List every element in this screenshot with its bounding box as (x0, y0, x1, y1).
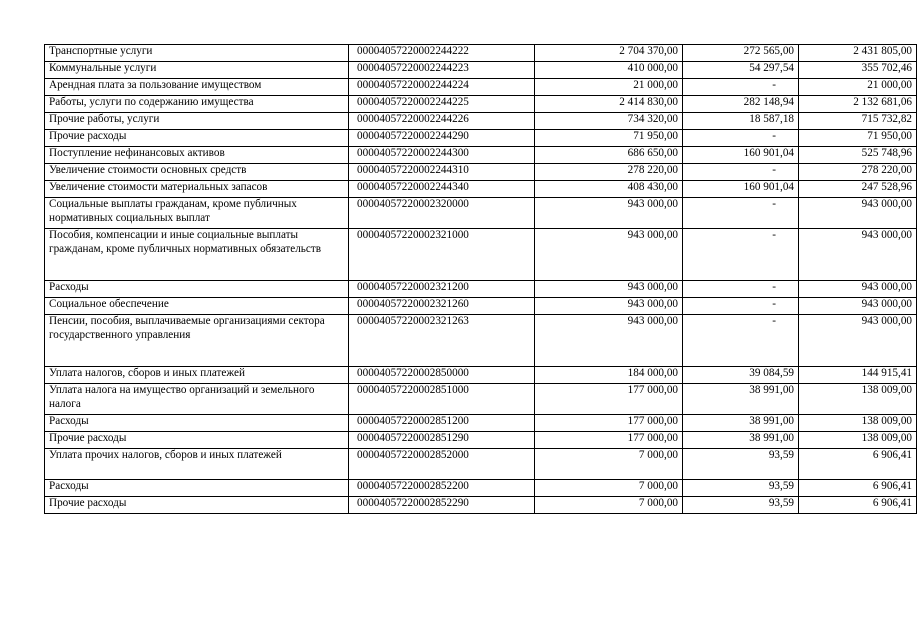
item-name-cell: Коммунальные услуги (45, 62, 349, 79)
remaining-amount-cell: 6 906,41 (799, 497, 917, 514)
item-name-cell: Расходы (45, 480, 349, 497)
table-row (45, 384, 917, 415)
remaining-amount-cell: 355 702,46 (799, 62, 917, 79)
item-name-cell: Работы, услуги по содержанию имущества (45, 96, 349, 113)
budget-code-cell: 00004057220002850000 (349, 367, 535, 384)
table-row (45, 96, 917, 113)
planned-amount-cell: 2 704 370,00 (535, 45, 683, 62)
budget-code-cell: 00004057220002852200 (349, 480, 535, 497)
item-name-cell: Увеличение стоимости основных средств (45, 164, 349, 181)
planned-amount-cell: 21 000,00 (535, 79, 683, 96)
budget-code-cell: 00004057220002244225 (349, 96, 535, 113)
remaining-amount-cell: 943 000,00 (799, 281, 917, 298)
item-name-cell: Уплата налогов, сборов и иных платежей (45, 367, 349, 384)
budget-code-cell: 00004057220002244310 (349, 164, 535, 181)
planned-amount-cell: 686 650,00 (535, 147, 683, 164)
remaining-amount-cell: 943 000,00 (799, 198, 917, 229)
budget-code-cell: 00004057220002244300 (349, 147, 535, 164)
remaining-amount-cell: 138 009,00 (799, 415, 917, 432)
table-row (45, 315, 917, 367)
executed-amount-cell: - (683, 315, 799, 367)
planned-amount-cell: 410 000,00 (535, 62, 683, 79)
item-name-cell: Расходы (45, 415, 349, 432)
expenditure-table (44, 44, 917, 514)
budget-code-cell: 00004057220002244222 (349, 45, 535, 62)
table-row (45, 415, 917, 432)
executed-amount-cell: 18 587,18 (683, 113, 799, 130)
executed-amount-cell: - (683, 198, 799, 229)
budget-code-cell: 00004057220002244226 (349, 113, 535, 130)
budget-code-cell: 00004057220002244224 (349, 79, 535, 96)
executed-amount-cell: - (683, 298, 799, 315)
executed-amount-cell: - (683, 79, 799, 96)
table-row (45, 147, 917, 164)
budget-code-cell: 00004057220002851200 (349, 415, 535, 432)
executed-amount-cell: 272 565,00 (683, 45, 799, 62)
table-row (45, 181, 917, 198)
table-row (45, 367, 917, 384)
remaining-amount-cell: 6 906,41 (799, 480, 917, 497)
table-row (45, 449, 917, 480)
executed-amount-cell: 38 991,00 (683, 384, 799, 415)
remaining-amount-cell: 2 431 805,00 (799, 45, 917, 62)
item-name-cell: Социальное обеспечение (45, 298, 349, 315)
executed-amount-cell: 39 084,59 (683, 367, 799, 384)
planned-amount-cell: 177 000,00 (535, 384, 683, 415)
item-name-cell: Уплата налога на имущество организаций и земельного налога (45, 384, 349, 415)
remaining-amount-cell: 138 009,00 (799, 384, 917, 415)
budget-code-cell: 00004057220002244340 (349, 181, 535, 198)
budget-code-cell: 00004057220002851000 (349, 384, 535, 415)
table-row (45, 497, 917, 514)
remaining-amount-cell: 144 915,41 (799, 367, 917, 384)
executed-amount-cell: - (683, 281, 799, 298)
planned-amount-cell: 71 950,00 (535, 130, 683, 147)
table-row (45, 79, 917, 96)
executed-amount-cell: 160 901,04 (683, 147, 799, 164)
table-row (45, 45, 917, 62)
item-name-cell: Прочие расходы (45, 130, 349, 147)
item-name-cell: Пособия, компенсации и иные социальные выплаты гражданам, кроме публичных нормативных обязательств (45, 229, 349, 281)
executed-amount-cell: - (683, 130, 799, 147)
remaining-amount-cell: 247 528,96 (799, 181, 917, 198)
budget-code-cell: 00004057220002852000 (349, 449, 535, 480)
budget-code-cell: 00004057220002320000 (349, 198, 535, 229)
remaining-amount-cell: 2 132 681,06 (799, 96, 917, 113)
executed-amount-cell: 93,59 (683, 480, 799, 497)
item-name-cell: Транспортные услуги (45, 45, 349, 62)
table-row (45, 480, 917, 497)
table-row (45, 130, 917, 147)
planned-amount-cell: 7 000,00 (535, 449, 683, 480)
planned-amount-cell: 177 000,00 (535, 415, 683, 432)
item-name-cell: Уплата прочих налогов, сборов и иных платежей (45, 449, 349, 480)
item-name-cell: Прочие расходы (45, 432, 349, 449)
remaining-amount-cell: 6 906,41 (799, 449, 917, 480)
executed-amount-cell: 38 991,00 (683, 432, 799, 449)
budget-code-cell: 00004057220002321200 (349, 281, 535, 298)
budget-code-cell: 00004057220002321263 (349, 315, 535, 367)
remaining-amount-cell: 943 000,00 (799, 298, 917, 315)
table-row (45, 298, 917, 315)
remaining-amount-cell: 943 000,00 (799, 229, 917, 281)
item-name-cell: Социальные выплаты гражданам, кроме публичных нормативных социальных выплат (45, 198, 349, 229)
planned-amount-cell: 184 000,00 (535, 367, 683, 384)
remaining-amount-cell: 21 000,00 (799, 79, 917, 96)
planned-amount-cell: 177 000,00 (535, 432, 683, 449)
item-name-cell: Увеличение стоимости материальных запасов (45, 181, 349, 198)
executed-amount-cell: 54 297,54 (683, 62, 799, 79)
planned-amount-cell: 7 000,00 (535, 480, 683, 497)
report-page (44, 44, 912, 514)
executed-amount-cell: 93,59 (683, 497, 799, 514)
item-name-cell: Расходы (45, 281, 349, 298)
budget-code-cell: 00004057220002852290 (349, 497, 535, 514)
remaining-amount-cell: 278 220,00 (799, 164, 917, 181)
planned-amount-cell: 2 414 830,00 (535, 96, 683, 113)
planned-amount-cell: 278 220,00 (535, 164, 683, 181)
planned-amount-cell: 943 000,00 (535, 229, 683, 281)
remaining-amount-cell: 71 950,00 (799, 130, 917, 147)
remaining-amount-cell: 525 748,96 (799, 147, 917, 164)
item-name-cell: Поступление нефинансовых активов (45, 147, 349, 164)
planned-amount-cell: 943 000,00 (535, 298, 683, 315)
budget-code-cell: 00004057220002244290 (349, 130, 535, 147)
planned-amount-cell: 7 000,00 (535, 497, 683, 514)
expenditure-table-body (45, 45, 917, 514)
budget-code-cell: 00004057220002851290 (349, 432, 535, 449)
item-name-cell: Пенсии, пособия, выплачиваемые организациями сектора государственного управления (45, 315, 349, 367)
executed-amount-cell: 38 991,00 (683, 415, 799, 432)
item-name-cell: Арендная плата за пользование имуществом (45, 79, 349, 96)
planned-amount-cell: 943 000,00 (535, 198, 683, 229)
executed-amount-cell: 282 148,94 (683, 96, 799, 113)
planned-amount-cell: 943 000,00 (535, 281, 683, 298)
table-row (45, 164, 917, 181)
planned-amount-cell: 408 430,00 (535, 181, 683, 198)
budget-code-cell: 00004057220002244223 (349, 62, 535, 79)
table-row (45, 113, 917, 130)
executed-amount-cell: - (683, 164, 799, 181)
table-row (45, 229, 917, 281)
item-name-cell: Прочие работы, услуги (45, 113, 349, 130)
executed-amount-cell: 93,59 (683, 449, 799, 480)
table-row (45, 281, 917, 298)
item-name-cell: Прочие расходы (45, 497, 349, 514)
table-row (45, 432, 917, 449)
planned-amount-cell: 734 320,00 (535, 113, 683, 130)
planned-amount-cell: 943 000,00 (535, 315, 683, 367)
remaining-amount-cell: 138 009,00 (799, 432, 917, 449)
remaining-amount-cell: 943 000,00 (799, 315, 917, 367)
executed-amount-cell: - (683, 229, 799, 281)
budget-code-cell: 00004057220002321000 (349, 229, 535, 281)
remaining-amount-cell: 715 732,82 (799, 113, 917, 130)
budget-code-cell: 00004057220002321260 (349, 298, 535, 315)
table-row (45, 198, 917, 229)
executed-amount-cell: 160 901,04 (683, 181, 799, 198)
table-row (45, 62, 917, 79)
